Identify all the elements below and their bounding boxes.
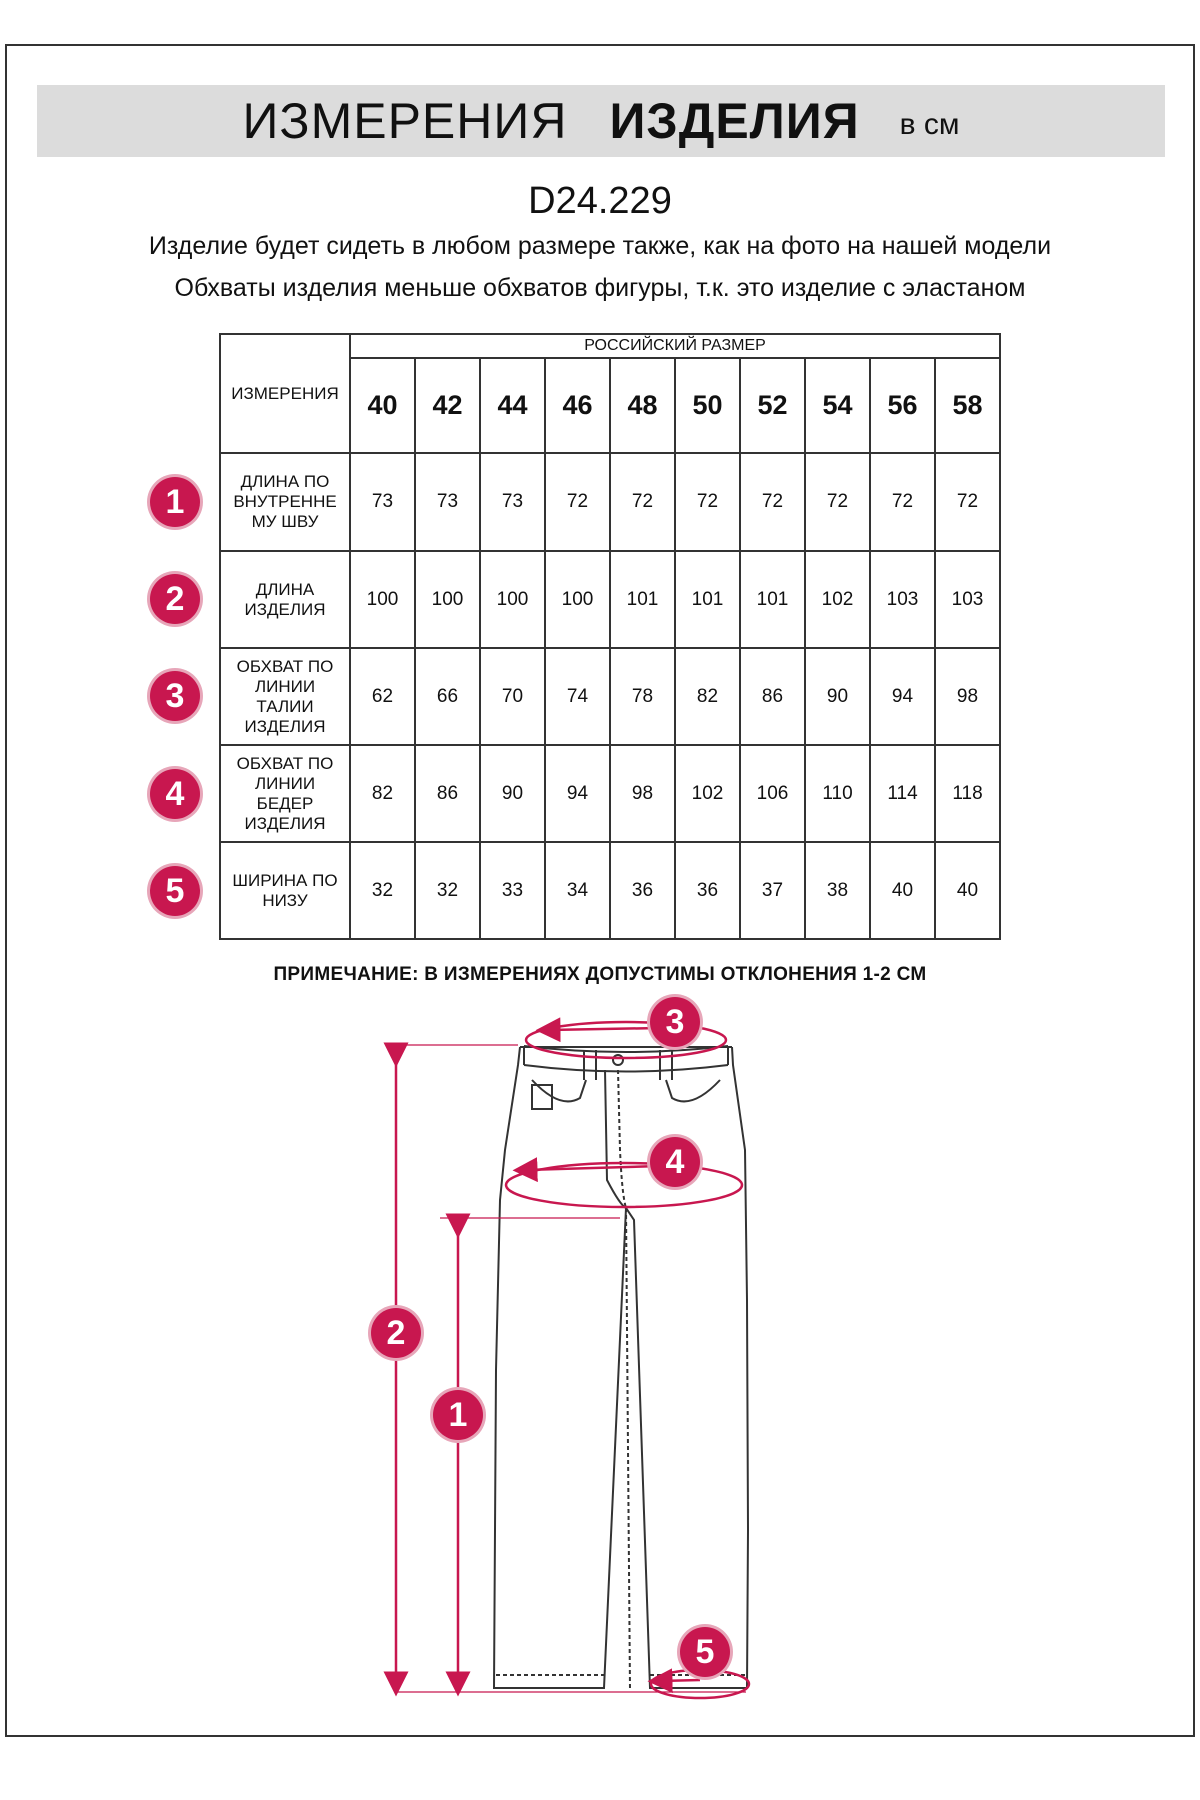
size-header-56: 56 bbox=[870, 358, 935, 453]
measurement-value: 32 bbox=[415, 842, 480, 939]
row-number-badge: 4 bbox=[150, 769, 200, 819]
hem-arrow bbox=[660, 1680, 700, 1681]
measurement-value: 72 bbox=[805, 453, 870, 551]
measurement-label-line: ОБХВАТ ПО bbox=[236, 753, 334, 773]
measurement-value: 36 bbox=[675, 842, 740, 939]
diagram-marker-waist: 3 bbox=[650, 997, 700, 1047]
right-pocket bbox=[666, 1080, 720, 1101]
measurement-value: 72 bbox=[610, 453, 675, 551]
waist-arrow bbox=[548, 1028, 660, 1030]
inseam-stitch bbox=[626, 1208, 630, 1690]
size-header-52: 52 bbox=[740, 358, 805, 453]
size-header-58: 58 bbox=[935, 358, 1000, 453]
pants-outline bbox=[494, 1046, 748, 1690]
measurement-value: 78 bbox=[610, 648, 675, 745]
measurement-value: 98 bbox=[610, 745, 675, 842]
measurement-value: 33 bbox=[480, 842, 545, 939]
fly-stitch bbox=[618, 1070, 626, 1208]
measurement-value: 102 bbox=[805, 551, 870, 648]
measurement-value: 36 bbox=[610, 842, 675, 939]
size-header-42: 42 bbox=[415, 358, 480, 453]
size-header-50: 50 bbox=[675, 358, 740, 453]
measurement-value: 72 bbox=[545, 453, 610, 551]
measurement-label-line: ШИРИНА ПО bbox=[232, 870, 338, 890]
measurement-value: 90 bbox=[480, 745, 545, 842]
measurement-value: 110 bbox=[805, 745, 870, 842]
measurement-label-line: ВНУТРЕННЕ bbox=[233, 492, 337, 511]
measurement-value: 37 bbox=[740, 842, 805, 939]
measurement-value: 103 bbox=[935, 551, 1000, 648]
fit-note: Изделие будет сидеть в любом размере также, как на фото на нашей модели bbox=[148, 232, 1052, 260]
measurement-value: 74 bbox=[545, 648, 610, 745]
size-header-46: 46 bbox=[545, 358, 610, 453]
left-pocket bbox=[532, 1080, 586, 1101]
measurement-value: 101 bbox=[675, 551, 740, 648]
row-number-badge: 1 bbox=[150, 477, 200, 527]
measurement-value: 114 bbox=[870, 745, 935, 842]
measurement-label-line: ЛИНИИ bbox=[254, 676, 316, 696]
measurement-value: 72 bbox=[935, 453, 1000, 551]
product-code: D24.229 bbox=[528, 180, 672, 222]
measurement-value: 106 bbox=[740, 745, 805, 842]
pants-legs bbox=[494, 1047, 748, 1688]
measurement-label-line: НИЗУ bbox=[262, 890, 308, 910]
title-unit: в см bbox=[899, 108, 960, 141]
measurement-value: 100 bbox=[350, 551, 415, 648]
size-header-48: 48 bbox=[610, 358, 675, 453]
measurement-value: 94 bbox=[545, 745, 610, 842]
button bbox=[613, 1055, 623, 1065]
size-header-40: 40 bbox=[350, 358, 415, 453]
measurement-value: 98 bbox=[935, 648, 1000, 745]
measurements-header: ИЗМЕРЕНИЯ bbox=[220, 334, 350, 453]
measurement-value: 40 bbox=[935, 842, 1000, 939]
measurement-label-line: ИЗДЕЛИЯ bbox=[244, 716, 326, 736]
measurement-value: 94 bbox=[870, 648, 935, 745]
measurement-value: 86 bbox=[740, 648, 805, 745]
elastane-note: Обхваты изделия меньше обхватов фигуры, т.к. это изделие с эластаном bbox=[174, 274, 1026, 302]
measurement-value: 86 bbox=[415, 745, 480, 842]
row-number-badge: 3 bbox=[150, 671, 200, 721]
measurement-value: 70 bbox=[480, 648, 545, 745]
measurement-label-line: ИЗДЕЛИЯ bbox=[244, 599, 326, 619]
measurement-value: 73 bbox=[350, 453, 415, 551]
measurement-label-line: ДЛИНА ПО bbox=[240, 472, 330, 491]
measurement-value: 32 bbox=[350, 842, 415, 939]
measurement-value: 40 bbox=[870, 842, 935, 939]
measurement-value: 101 bbox=[610, 551, 675, 648]
measurement-value: 72 bbox=[870, 453, 935, 551]
measurement-value: 101 bbox=[740, 551, 805, 648]
measurement-value: 82 bbox=[675, 648, 740, 745]
row-number-badge: 5 bbox=[150, 866, 200, 916]
diagram-marker-hip: 4 bbox=[650, 1137, 700, 1187]
tolerance-footnote: ПРИМЕЧАНИЕ: В ИЗМЕРЕНИЯХ ДОПУСТИМЫ ОТКЛОНЕНИЯ 1-2 СМ bbox=[273, 964, 927, 985]
title-regular: ИЗМЕРЕНИЯ bbox=[242, 93, 568, 149]
size-header-44: 44 bbox=[480, 358, 545, 453]
measurement-label-line: БЕДЕР bbox=[256, 793, 314, 813]
measurement-value: 100 bbox=[480, 551, 545, 648]
measurement-value: 66 bbox=[415, 648, 480, 745]
diagram-marker-length: 2 bbox=[371, 1308, 421, 1358]
measurement-label-line: МУ ШВУ bbox=[251, 512, 319, 531]
measurement-label-line: ОБХВАТ ПО bbox=[236, 656, 334, 676]
diagram-marker-hem: 5 bbox=[680, 1627, 730, 1677]
measurement-label-line: ТАЛИИ bbox=[256, 696, 314, 716]
measurement-value: 100 bbox=[415, 551, 480, 648]
measurement-value: 72 bbox=[740, 453, 805, 551]
measurement-value: 82 bbox=[350, 745, 415, 842]
measurement-label-line: ИЗДЕЛИЯ bbox=[244, 813, 326, 833]
measurement-value: 62 bbox=[350, 648, 415, 745]
measurement-value: 118 bbox=[935, 745, 1000, 842]
belt-loops bbox=[584, 1050, 672, 1080]
diagram-marker-inseam: 1 bbox=[433, 1390, 483, 1440]
measurement-value: 38 bbox=[805, 842, 870, 939]
measurement-label-line: ЛИНИИ bbox=[254, 773, 316, 793]
measurement-value: 72 bbox=[675, 453, 740, 551]
size-group-header: РОССИЙСКИЙ РАЗМЕР bbox=[350, 334, 1000, 358]
measurement-value: 100 bbox=[545, 551, 610, 648]
size-header-54: 54 bbox=[805, 358, 870, 453]
measurement-guides bbox=[395, 1022, 749, 1698]
measurement-value: 103 bbox=[870, 551, 935, 648]
fly bbox=[605, 1070, 626, 1208]
measurement-value: 34 bbox=[545, 842, 610, 939]
title-bold: ИЗДЕЛИЯ bbox=[609, 93, 860, 149]
measurement-label-line: ДЛИНА bbox=[255, 579, 315, 599]
measurement-value: 73 bbox=[415, 453, 480, 551]
measurement-value: 73 bbox=[480, 453, 545, 551]
waistband-bottom bbox=[524, 1065, 728, 1072]
measurement-value: 90 bbox=[805, 648, 870, 745]
row-number-badge: 2 bbox=[150, 574, 200, 624]
measurement-value: 102 bbox=[675, 745, 740, 842]
